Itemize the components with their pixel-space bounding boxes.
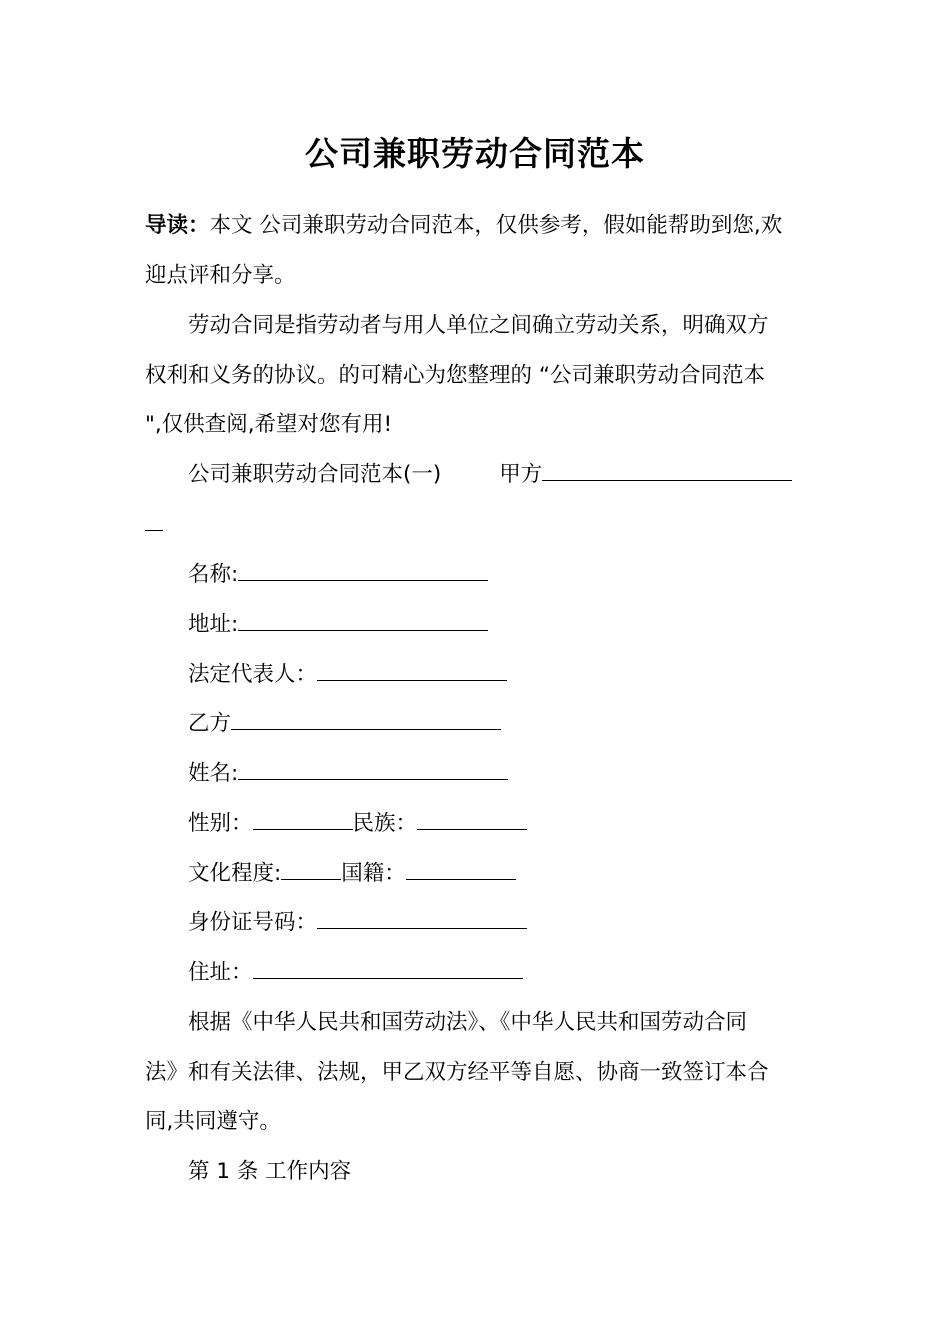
education-nationality-field [188,859,516,889]
address-label: 地址: [188,612,239,637]
education-blank[interactable] [281,859,341,880]
gender-ethnicity-field [188,809,527,839]
name-label: 名称: [188,562,239,587]
party-b-field [188,709,501,739]
party-b-blank[interactable] [231,709,501,730]
party-a-blank-continuation [145,510,163,540]
ethnicity-label: 民族： [352,811,418,836]
address-blank[interactable] [238,610,488,631]
residence-blank[interactable] [253,958,523,979]
party-a-blank-tail[interactable] [145,510,163,531]
para1-line-1: 劳动合同是指劳动者与用人单位之间确立劳动关系，明确双方 [188,313,769,338]
para2-line-3: 同,共同遵守。 [145,1109,281,1134]
residence-field [188,958,523,988]
gender-label: 性别： [188,811,253,836]
full-name-label: 姓名: [188,761,239,786]
para1-line-3: ",仅供查阅,希望对您有用! [145,412,393,437]
address-field [188,610,488,640]
article-1-heading: 第 1 条 工作内容 [188,1159,352,1184]
document-title: 公司兼职劳动合同范本 [305,134,645,173]
nationality-label: 国籍： [341,861,406,886]
gender-blank[interactable] [253,809,353,830]
residence-label: 住址： [188,960,253,985]
ethnicity-blank[interactable] [417,809,527,830]
legal-rep-field [188,660,507,690]
id-label: 身份证号码： [188,910,318,935]
nationality-blank[interactable] [406,859,516,880]
intro-line-2: 迎点评和分享。 [145,263,296,288]
intro-colon: ： [188,213,210,238]
contract-heading: 公司兼职劳动合同范本(一) [188,462,442,487]
id-field [188,908,527,938]
contract-heading-line [188,460,792,490]
name-field [188,560,488,590]
education-label: 文化程度: [188,861,282,886]
para1-line-2: 权利和义务的协议。的可精心为您整理的 “公司兼职劳动合同范本 [145,363,765,388]
intro-label: 导读 [145,213,189,238]
party-a-blank[interactable] [542,460,792,481]
full-name-blank[interactable] [238,759,508,780]
para2-line-1: 根据《中华人民共和国劳动法》、《中华人民共和国劳动合同 [188,1010,748,1035]
legal-rep-blank[interactable] [317,660,507,681]
name-blank[interactable] [238,560,488,581]
party-b-label: 乙方 [188,711,232,736]
legal-rep-label: 法定代表人： [188,662,318,687]
id-blank[interactable] [317,908,527,929]
full-name-field [188,759,508,789]
intro-text-1: 本文 公司兼职劳动合同范本，仅供参考，假如能帮助到您,欢 [209,213,783,238]
para2-line-2: 法》和有关法律、法规，甲乙双方经平等自愿、协商一致签订本合 [145,1060,769,1085]
party-a-label: 甲方 [499,462,543,487]
intro-line-1 [145,211,782,241]
